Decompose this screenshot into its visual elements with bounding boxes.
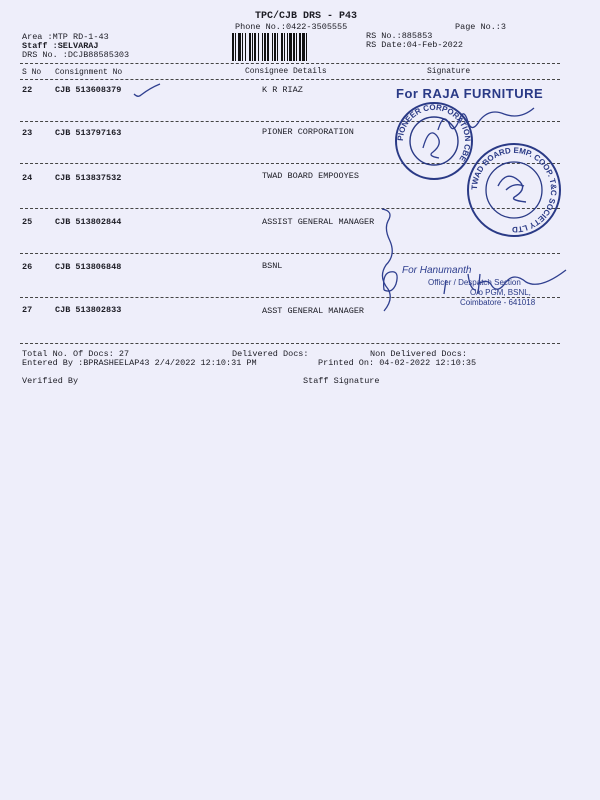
row-consignment: CJB 513837532 — [55, 173, 122, 183]
col-consignment: Consignment No — [55, 68, 123, 77]
row-consignment: CJB 513802844 — [55, 217, 122, 227]
row-consignment: CJB 513806848 — [55, 262, 122, 272]
barcode-bar — [258, 33, 259, 61]
verified-by: Verified By — [22, 376, 79, 386]
row-sno: 27 — [22, 305, 33, 315]
barcode-bar — [299, 33, 301, 61]
barcode-bar — [293, 33, 295, 61]
barcode-bar — [238, 33, 241, 61]
barcode-bar — [245, 33, 246, 61]
barcode-bar — [302, 33, 305, 61]
barcode-bar — [277, 33, 278, 61]
rs-number: RS No.:885853 — [366, 31, 433, 41]
row-consignment: CJB 513797163 — [55, 128, 122, 138]
barcode-bar — [281, 33, 283, 61]
col-consignee: Consignee Details — [245, 67, 327, 76]
col-signature: Signature — [427, 67, 471, 76]
row-divider — [20, 253, 560, 254]
barcode — [232, 33, 360, 61]
barcode-bar — [274, 33, 276, 61]
barcode-bar — [306, 33, 307, 61]
delivered-docs: Delivered Docs: — [232, 349, 309, 359]
staff-field: Staff :SELVARAJ — [22, 41, 99, 51]
barcode-bar — [267, 33, 269, 61]
row-consignee: TWAD BOARD EMPOOYES — [262, 171, 359, 181]
bsnl-stamp-line: Officer / Despatch Section — [428, 278, 521, 287]
row-sno: 23 — [22, 128, 33, 138]
signature-bsnl — [380, 260, 580, 310]
barcode-bar — [262, 33, 263, 61]
barcode-bar — [249, 33, 251, 61]
phone-number: Phone No.:0422-3505555 — [235, 22, 348, 32]
entered-by: Entered By :BPRASHEELAP43 2/4/2022 12:10:31 PM — [22, 358, 257, 368]
rs-date: RS Date:04-Feb-2022 — [366, 40, 463, 50]
barcode-bar — [289, 33, 292, 61]
non-delivered-docs: Non Delivered Docs: — [370, 349, 467, 359]
document-title: TPC/CJB DRS - P43 — [255, 11, 358, 22]
twad-society-stamp — [458, 140, 568, 240]
area-field: Area :MTP RD-1-43 — [22, 32, 109, 42]
row-consignee: PIONER CORPORATION — [262, 127, 354, 137]
row-sno: 25 — [22, 217, 33, 227]
row-consignee: ASSIST GENERAL MANAGER — [262, 217, 375, 227]
svg-text:TWAD BOARD EMP. COOP. T&C SOCI — [470, 146, 558, 234]
barcode-bar — [232, 33, 234, 61]
bsnl-signature-text: For Hanumanth — [402, 265, 472, 276]
row-sno: 22 — [22, 85, 33, 95]
barcode-bar — [242, 33, 243, 61]
raja-furniture-stamp: For RAJA FURNITURE — [396, 86, 544, 101]
total-docs: Total No. Of Docs: 27 — [22, 349, 130, 359]
footer-rule — [20, 343, 560, 344]
row-consignee: ASST GENERAL MANAGER — [262, 306, 365, 316]
row-sno: 26 — [22, 262, 33, 272]
drs-number: DRS No. :DCJB88585303 — [22, 50, 130, 60]
header-rule-bottom — [20, 79, 560, 80]
header-rule-top — [20, 63, 560, 64]
barcode-bar — [287, 33, 288, 61]
barcode-bar — [272, 33, 273, 61]
staff-signature-label: Staff Signature — [303, 376, 380, 386]
tick-mark — [132, 82, 162, 100]
barcode-bar — [254, 33, 256, 61]
row-consignee: K R RIAZ — [262, 85, 303, 95]
printed-on: Printed On: 04-02-2022 12:10:35 — [318, 358, 477, 368]
twad-stamp-text: TWAD BOARD EMP. COOP. T&C SOCIETY LTD — [469, 145, 559, 235]
row-consignment: CJB 513608379 — [55, 85, 122, 95]
bsnl-stamp-line: O/o PGM, BSNL, — [470, 288, 531, 297]
row-sno: 24 — [22, 173, 33, 183]
bsnl-stamp-line: Coimbatore - 641018 — [460, 298, 536, 307]
pioneer-stamp-text: PIONEER CORPORATION CBE — [395, 102, 473, 164]
row-consignee: BSNL — [262, 261, 283, 271]
barcode-bar — [264, 33, 266, 61]
col-sno: S No — [22, 68, 42, 77]
page-number: Page No.:3 — [455, 22, 507, 32]
barcode-bar — [235, 33, 236, 61]
row-consignment: CJB 513802833 — [55, 305, 122, 315]
barcode-bar — [252, 33, 253, 61]
barcode-bar — [296, 33, 297, 61]
barcode-bar — [284, 33, 285, 61]
